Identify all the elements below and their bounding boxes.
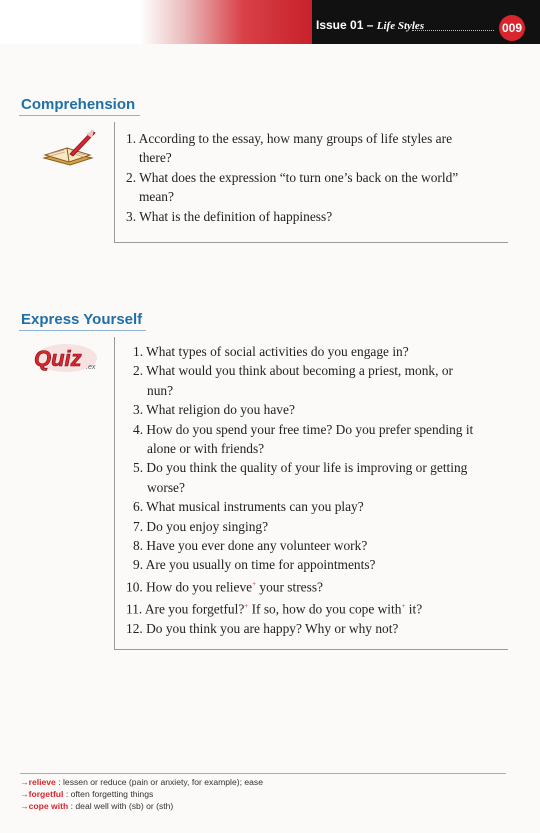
express-question: 5. Do you think the quality of your life is improving or getting worse? — [133, 460, 468, 495]
express-question: 11. Are you forgetful?+ If so, how do you cope with+ it? — [126, 601, 423, 617]
glossary-entry: →relieve : lessen or reduce (pain or anxiety, for example); ease — [20, 777, 263, 787]
express-question: 4. How do you spend your free time? Do you prefer spending it alone or with friends? — [133, 421, 474, 457]
glossary-divider — [20, 773, 506, 774]
footnote-marker: + — [252, 579, 257, 588]
comprehension-border-left — [114, 122, 115, 242]
express-border-left — [114, 337, 115, 649]
issue-label — [316, 18, 424, 32]
express-question: 1. What types of social activities do you engage in? — [133, 344, 409, 359]
comprehension-question: 3. What is the definition of happiness? — [126, 208, 333, 224]
express-question: 10. How do you relieve+ your stress? — [126, 579, 323, 595]
express-border-bottom — [114, 649, 508, 650]
footnote-marker: + — [244, 601, 249, 610]
issue-separator: – — [366, 18, 374, 32]
arrow-icon: → — [20, 801, 29, 811]
arrow-icon: → — [20, 789, 29, 799]
header-gradient-band — [0, 0, 312, 44]
comprehension-question: 2. What does the expression “to turn one’s back on the world” mean? — [126, 169, 459, 205]
comprehension-question: 1. According to the essay, how many groups of life styles are there? — [126, 131, 453, 166]
express-question: 9. Are you usually on time for appointments? — [133, 557, 376, 573]
express-yourself-underline — [19, 330, 146, 331]
issue-number: Issue 01 — [316, 18, 364, 32]
express-question: 6. What musical instruments can you play? — [133, 499, 364, 515]
express-question: 7. Do you enjoy singing? — [133, 518, 269, 534]
footnote-marker: + — [401, 601, 406, 610]
express-question: 3. What religion do you have? — [133, 402, 295, 418]
quiz-logo-icon — [32, 340, 106, 376]
comprehension-border-bottom — [114, 242, 508, 243]
express-question: 2. What would you think about becoming a priest, monk, or nun? — [133, 363, 453, 398]
express-question: 12. Do you think you are happy? Why or why not? — [126, 620, 399, 636]
header-dotted-leader — [412, 30, 494, 31]
page-header — [0, 0, 540, 44]
express-question-list — [126, 342, 510, 638]
express-yourself-title: Express Yourself — [21, 311, 143, 328]
arrow-icon: → — [20, 777, 29, 787]
glossary-entry: →cope with : deal well with (sb) or (sth) — [20, 801, 174, 811]
glossary-entry: →forgetful : often forgetting things — [20, 789, 154, 799]
comprehension-title: Comprehension — [21, 96, 136, 113]
comprehension-underline — [19, 115, 140, 116]
express-question: 8. Have you ever done any volunteer work? — [133, 538, 368, 554]
svg-text:.ex: .ex — [86, 364, 96, 371]
issue-topic: Life Styles — [376, 20, 425, 32]
book-quill-icon — [40, 128, 96, 168]
page-number-badge: 009 — [499, 15, 525, 41]
comprehension-question-list — [126, 129, 510, 226]
svg-text:Quiz: Quiz — [34, 346, 82, 371]
